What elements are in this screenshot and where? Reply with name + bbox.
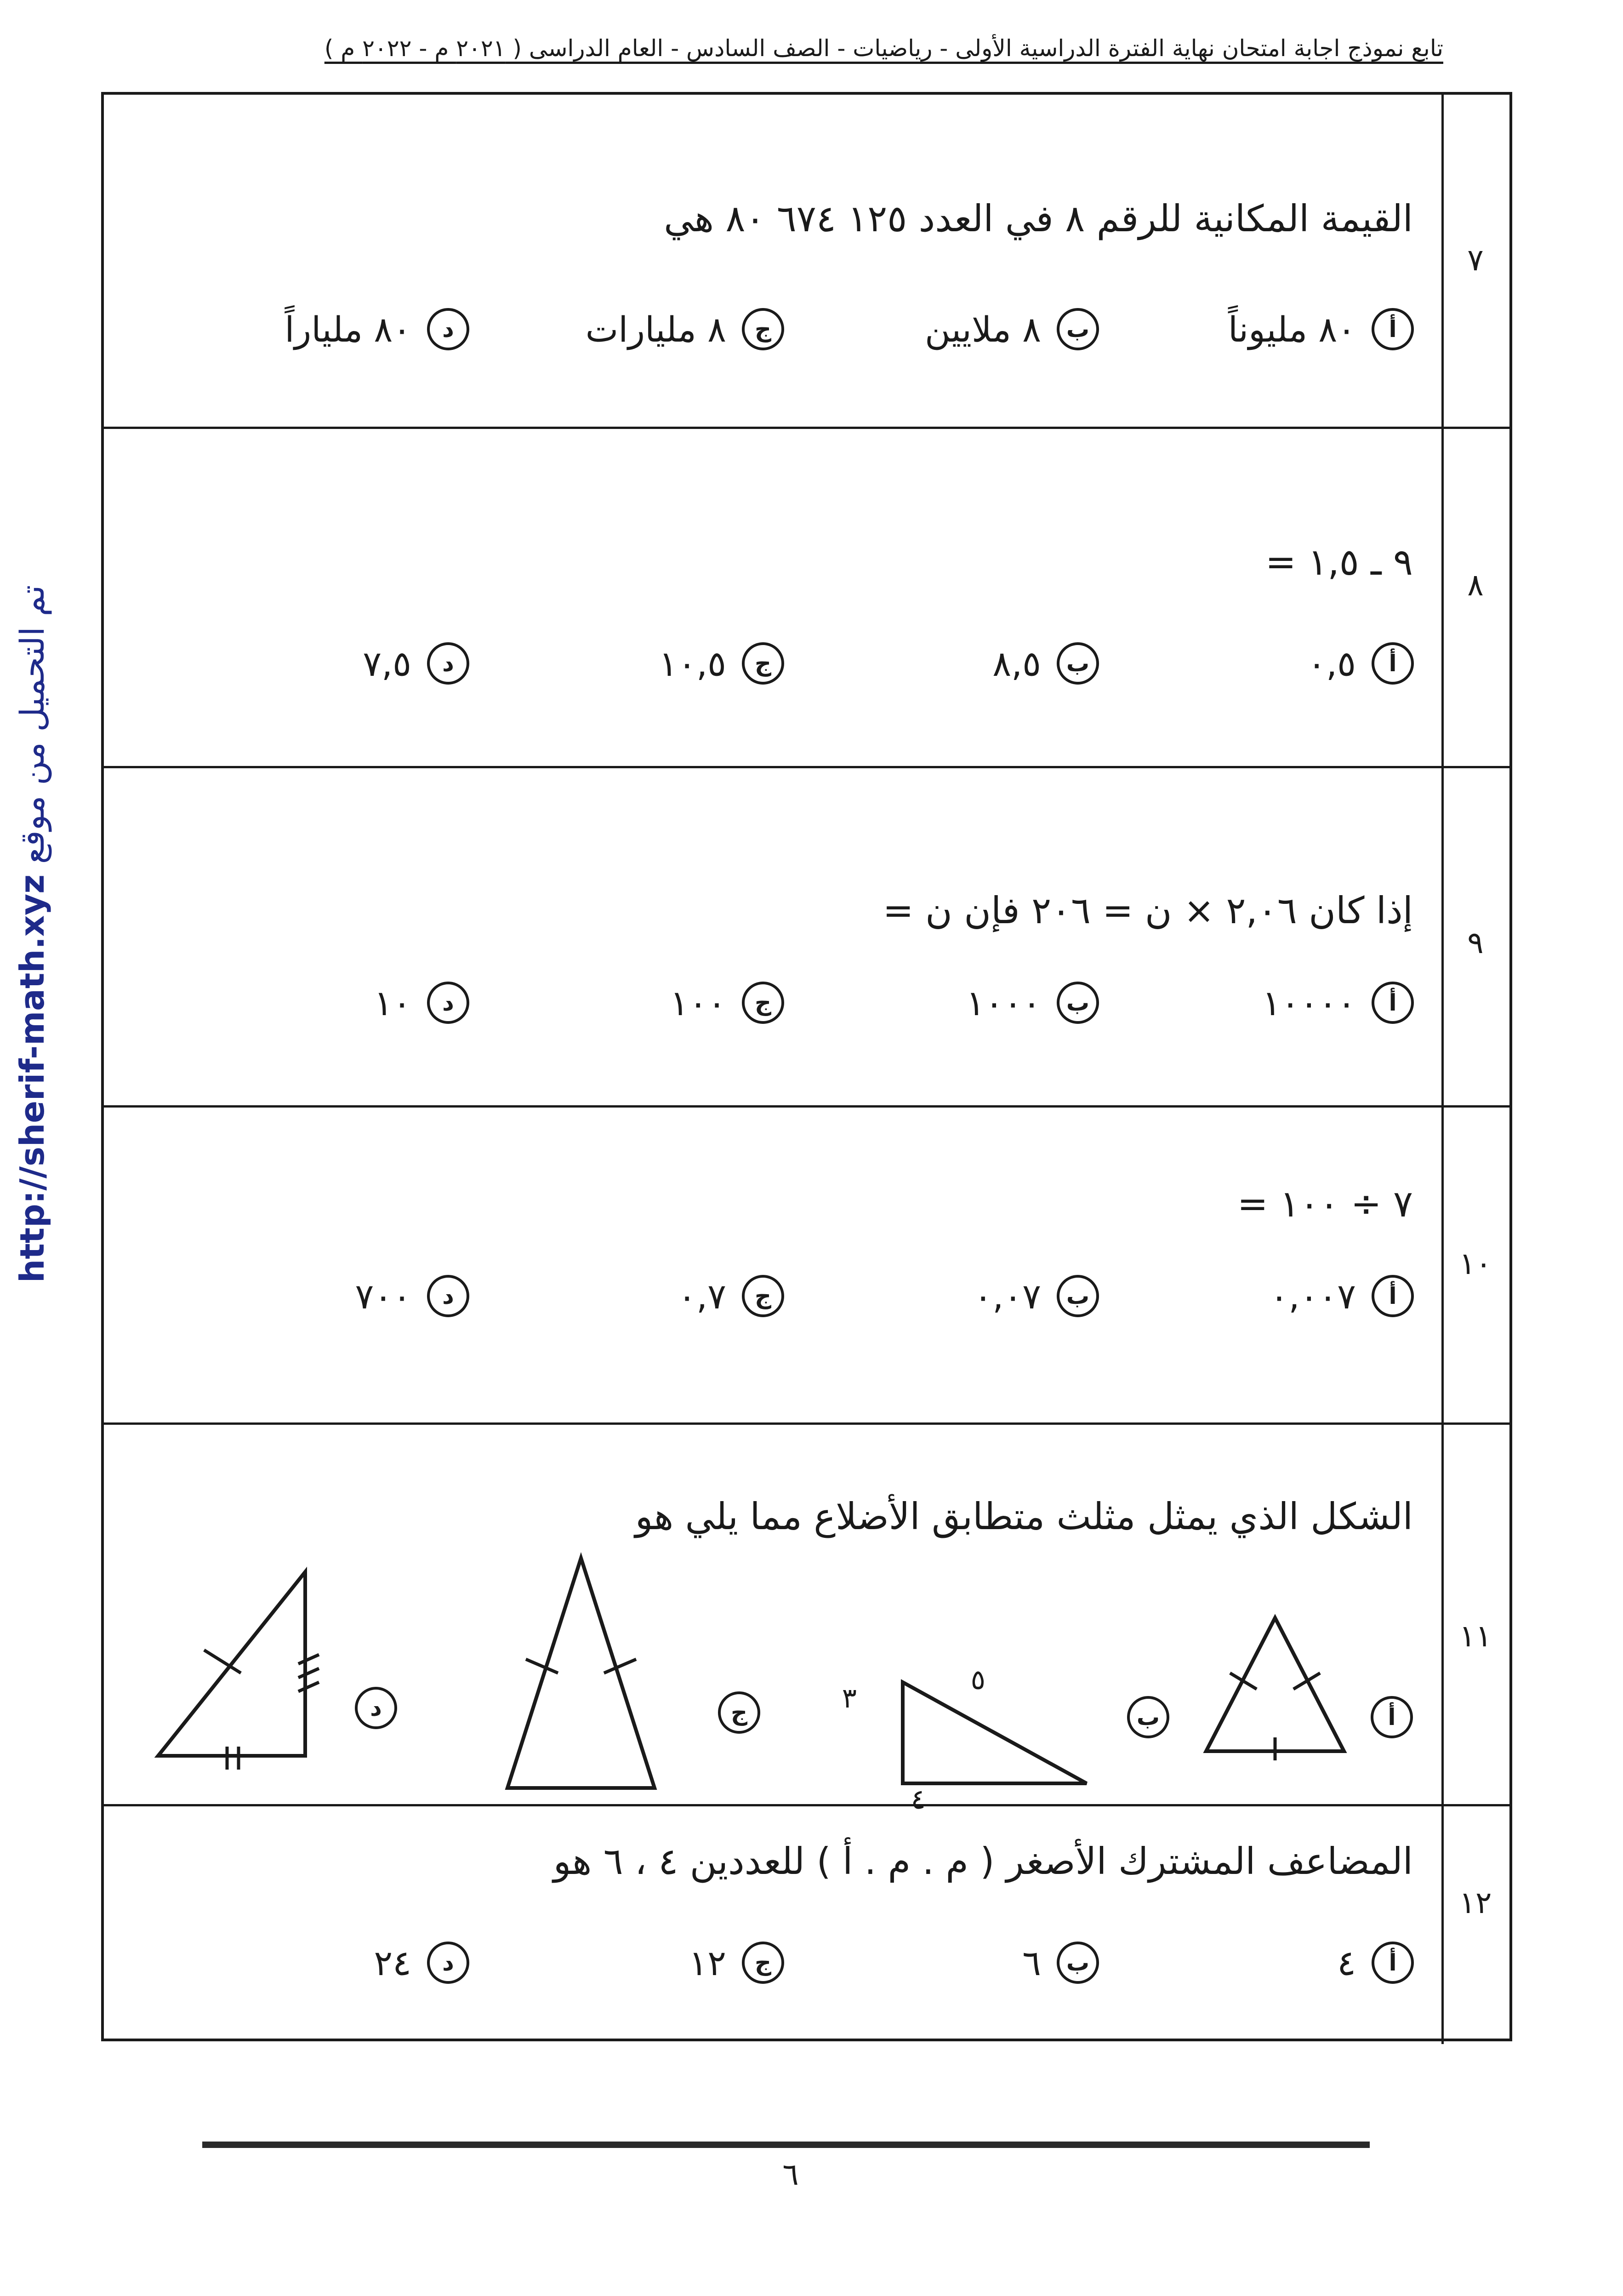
option-a[interactable] [1110, 1264, 1414, 1328]
option-text: ١٠٠٠ [966, 982, 1041, 1023]
option-letter: ب [1057, 1275, 1099, 1317]
question-row [104, 768, 1509, 1108]
watermark-text: تم التحميل من موقع [13, 585, 51, 864]
option-letter: ب [1057, 308, 1099, 350]
option-text: ٨ ملايين [925, 308, 1041, 350]
option-text: ٠,٠٠٧ [1270, 1275, 1356, 1317]
option-letter: أ [1372, 1942, 1414, 1984]
options [104, 971, 1441, 1035]
option-letter: د [427, 1942, 469, 1984]
option-text: ١٠ [374, 982, 411, 1023]
option-c[interactable] [481, 631, 784, 696]
option-text: ٢٤ [374, 1942, 411, 1983]
question-text: الشكل الذي يمثل مثلث متطابق الأضلاع مما يلي هو [635, 1495, 1413, 1538]
side-label: ٥ [970, 1664, 985, 1696]
option-b[interactable] [796, 1264, 1099, 1328]
option-c[interactable] [718, 1691, 760, 1734]
option-b[interactable] [796, 971, 1099, 1035]
question-row [104, 1425, 1509, 1816]
question-text: إذا كان ٢,٠٦ × ن = ٢٠٦ فإن ن = [883, 889, 1413, 932]
options [104, 297, 1441, 361]
option-a[interactable] [1110, 971, 1414, 1035]
option-letter: ج [742, 1942, 784, 1984]
option-letter: أ [1372, 1275, 1414, 1317]
option-text: ٠,٠٧ [974, 1275, 1041, 1317]
question-row [104, 1108, 1509, 1425]
option-d[interactable] [166, 297, 469, 361]
option-letter: د [427, 1275, 469, 1317]
option-letter: د [355, 1687, 397, 1729]
option-a[interactable] [1110, 1930, 1414, 1995]
option-text: ٨ مليارات [585, 308, 726, 350]
option-letter: أ [1372, 642, 1414, 685]
option-text: ٠,٧ [678, 1275, 726, 1317]
option-d[interactable] [166, 1264, 469, 1328]
option-c[interactable] [481, 297, 784, 361]
scalene-triangle-figure [149, 1563, 324, 1774]
option-text: ٧٠٠ [355, 1275, 411, 1317]
option-a[interactable] [1110, 631, 1414, 696]
option-text: ١٢ [689, 1942, 726, 1983]
number-column [1441, 1425, 1509, 1804]
side-label: ٣ [842, 1682, 857, 1714]
option-b[interactable] [796, 297, 1099, 361]
option-letter: ب [1127, 1696, 1169, 1738]
option-letter: ج [718, 1691, 760, 1734]
option-letter: أ [1372, 982, 1414, 1024]
option-letter: أ [1371, 1696, 1413, 1738]
watermark [13, 585, 51, 1283]
options [104, 1264, 1441, 1328]
page-header: تابع نموذج اجابة امتحان نهاية الفترة الدراسية الأولى - رياضيات - الصف السادس - العام الدراسى ( ٢٠٢١ م - ٢٠٢٢ م ) [324, 35, 1443, 62]
option-d[interactable] [166, 1930, 469, 1995]
question-text: المضاعف المشترك الأصغر ( م . م . أ ) للعددين ٤ ، ٦ هو [553, 1840, 1413, 1883]
option-a[interactable] [1110, 297, 1414, 361]
option-text: ١٠٠ [670, 982, 726, 1023]
option-b[interactable] [1127, 1696, 1169, 1738]
option-text: ٨٠ مليوناً [1228, 308, 1356, 350]
option-c[interactable] [481, 1930, 784, 1995]
option-letter: ج [742, 308, 784, 350]
question-row [104, 1806, 1509, 2044]
questions-table [101, 92, 1512, 2041]
option-letter: ب [1057, 982, 1099, 1024]
option-c[interactable] [481, 971, 784, 1035]
option-text: ١٠٠٠٠ [1262, 982, 1356, 1023]
question-text: القيمة المكانية للرقم ٨ في العدد ١٢٥ ٦٧٤ ٨٠ هي [664, 197, 1413, 240]
question-number: ١٠ [1459, 1246, 1492, 1281]
option-letter: ج [742, 982, 784, 1024]
option-text: ٦ [1022, 1942, 1041, 1983]
option-b[interactable] [796, 1930, 1099, 1995]
option-text: ١٠,٥ [659, 643, 726, 684]
option-text: ٧,٥ [363, 643, 411, 684]
option-text: ٠,٥ [1307, 643, 1356, 684]
option-text: ٨٠ ملياراً [285, 308, 411, 350]
footer-divider [202, 2142, 1370, 2148]
isosceles-triangle-figure [494, 1549, 668, 1797]
question-text: ٩ ـ ١,٥ = [1265, 541, 1413, 583]
option-letter: ج [742, 642, 784, 685]
option-letter: أ [1372, 308, 1414, 350]
question-number: ٨ [1467, 567, 1484, 603]
equilateral-triangle-figure [1197, 1609, 1353, 1760]
option-letter: د [427, 308, 469, 350]
number-column [1441, 1806, 1509, 2044]
options [104, 631, 1441, 696]
option-d[interactable] [166, 971, 469, 1035]
question-row [104, 95, 1509, 429]
options [104, 1930, 1441, 1995]
option-d[interactable] [355, 1687, 397, 1729]
question-number: ١٢ [1459, 1885, 1492, 1920]
option-b[interactable] [796, 631, 1099, 696]
question-number: ٩ [1467, 925, 1484, 960]
question-number: ١١ [1459, 1618, 1492, 1654]
option-letter: د [427, 982, 469, 1024]
watermark-url: http://sherif-math.xyz [13, 874, 51, 1283]
question-row [104, 429, 1509, 768]
option-text: ٨,٥ [992, 643, 1041, 684]
option-letter: ب [1057, 642, 1099, 685]
page-number: ٦ [782, 2157, 799, 2192]
option-text: ٤ [1337, 1942, 1356, 1983]
option-letter: ج [742, 1275, 784, 1317]
option-c[interactable] [481, 1264, 784, 1328]
option-letter: د [427, 642, 469, 685]
question-text: ٧ ÷ ١٠٠ = [1237, 1182, 1413, 1225]
side-label: ٤ [911, 1783, 926, 1816]
option-letter: ب [1057, 1942, 1099, 1984]
option-d[interactable] [166, 631, 469, 696]
question-number: ٧ [1467, 242, 1484, 278]
